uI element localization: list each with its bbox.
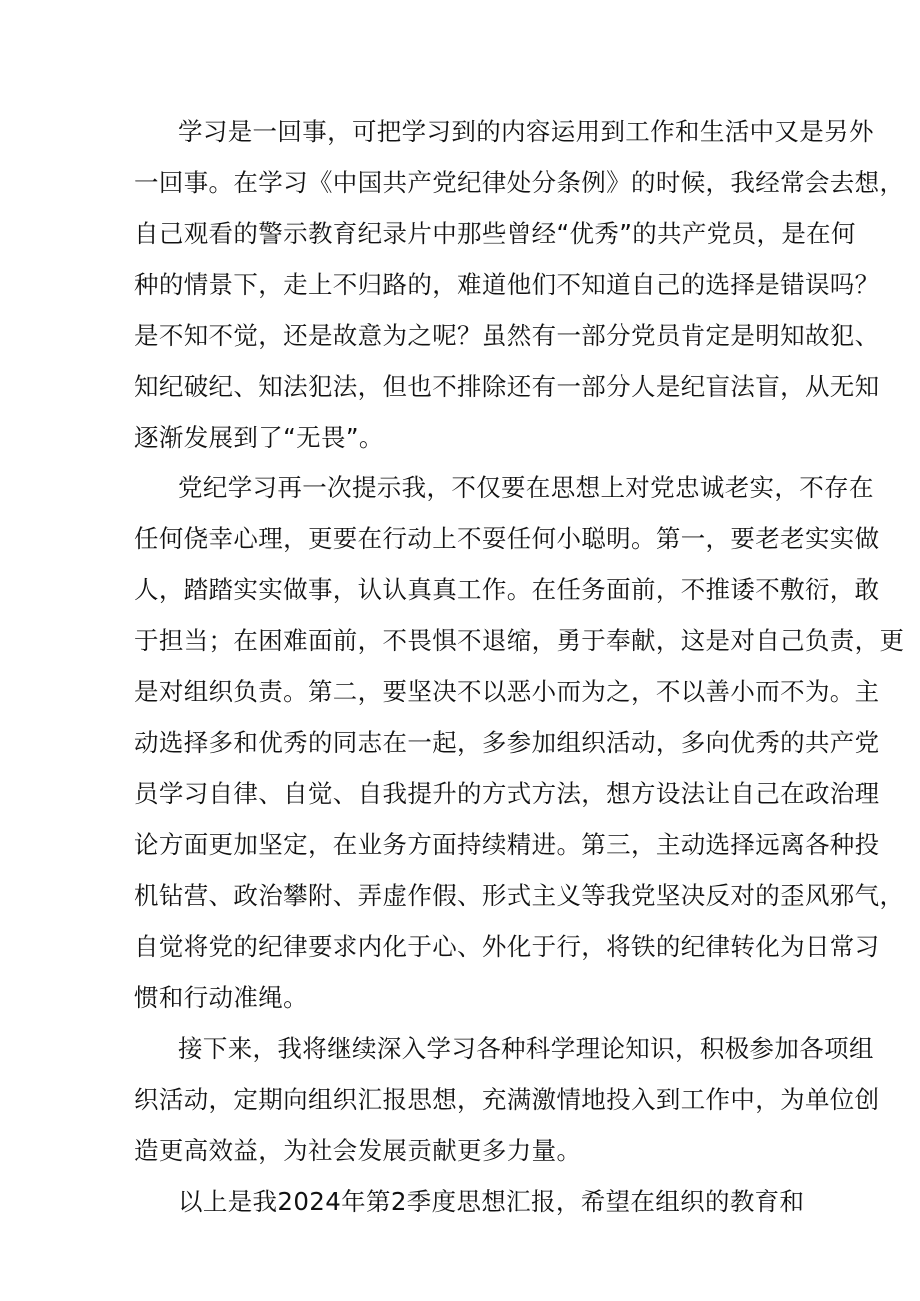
paragraph-line: 任何侥幸心理，更要在行动上不耍任何小聪明。第一，要老老实实做 bbox=[134, 524, 880, 553]
paragraph-line: 接下来，我将继续深入学习各种科学理论知识，积极参加各项组 bbox=[178, 1034, 874, 1063]
paragraph-line: 论方面更加坚定，在业务方面持续精进。第三，主动选择远离各种投 bbox=[134, 830, 880, 859]
paragraph-line: 一回事。在学习《中国共产党纪律处分条例》的时候，我经常会去想， bbox=[134, 168, 905, 197]
paragraph-line: 惯和行动准绳。 bbox=[134, 983, 308, 1012]
paragraph-line: 人，踏踏实实做事，认认真真工作。在任务面前，不推诿不敷衍，敢 bbox=[134, 575, 880, 604]
paragraph-line: 动选择多和优秀的同志在一起，多参加组织活动，多向优秀的共产党 bbox=[134, 728, 880, 757]
paragraph-line: 造更高效益，为社会发展贡献更多力量。 bbox=[134, 1136, 582, 1165]
paragraph-line: 员学习自律、自觉、自我提升的方式方法，想方设法让自己在政治理 bbox=[134, 779, 880, 808]
paragraph-line: 学习是一回事，可把学习到的内容运用到工作和生活中又是另外 bbox=[178, 117, 874, 146]
paragraph-line: 是不知不觉，还是故意为之呢？虽然有一部分党员肯定是明知故犯、 bbox=[134, 321, 880, 350]
paragraph-line: 是对组织负责。第二，要坚决不以恶小而为之，不以善小而不为。主 bbox=[134, 677, 880, 706]
paragraph-line: 逐渐发展到了“无畏”。 bbox=[134, 423, 384, 452]
paragraph-line: 种的情景下，走上不归路的，难道他们不知道自己的选择是错误吗？ bbox=[134, 270, 880, 299]
paragraph-line: 于担当；在困难面前，不畏惧不退缩，勇于奉献，这是对自己负责，更 bbox=[134, 626, 905, 655]
paragraph-line: 自己观看的警示教育纪录片中那些曾经“优秀”的共产党员，是在何 bbox=[134, 219, 856, 248]
paragraph-line: 党纪学习再一次提示我，不仅要在思想上对党忠诚老实，不存在 bbox=[178, 473, 874, 502]
paragraph-line: 机钻营、政治攀附、弄虚作假、形式主义等我党坚决反对的歪风邪气， bbox=[134, 881, 905, 910]
paragraph-line: 知纪破纪、知法犯法，但也不排除还有一部分人是纪盲法盲，从无知 bbox=[134, 372, 880, 401]
paragraph-line: 织活动，定期向组织汇报思想，充满激情地投入到工作中，为单位创 bbox=[134, 1085, 880, 1114]
paragraph-line: 自觉将党的纪律要求内化于心、外化于行，将铁的纪律转化为日常习 bbox=[134, 932, 880, 961]
paragraph-line: 以上是我2024年第2季度思想汇报，希望在组织的教育和 bbox=[178, 1187, 805, 1216]
